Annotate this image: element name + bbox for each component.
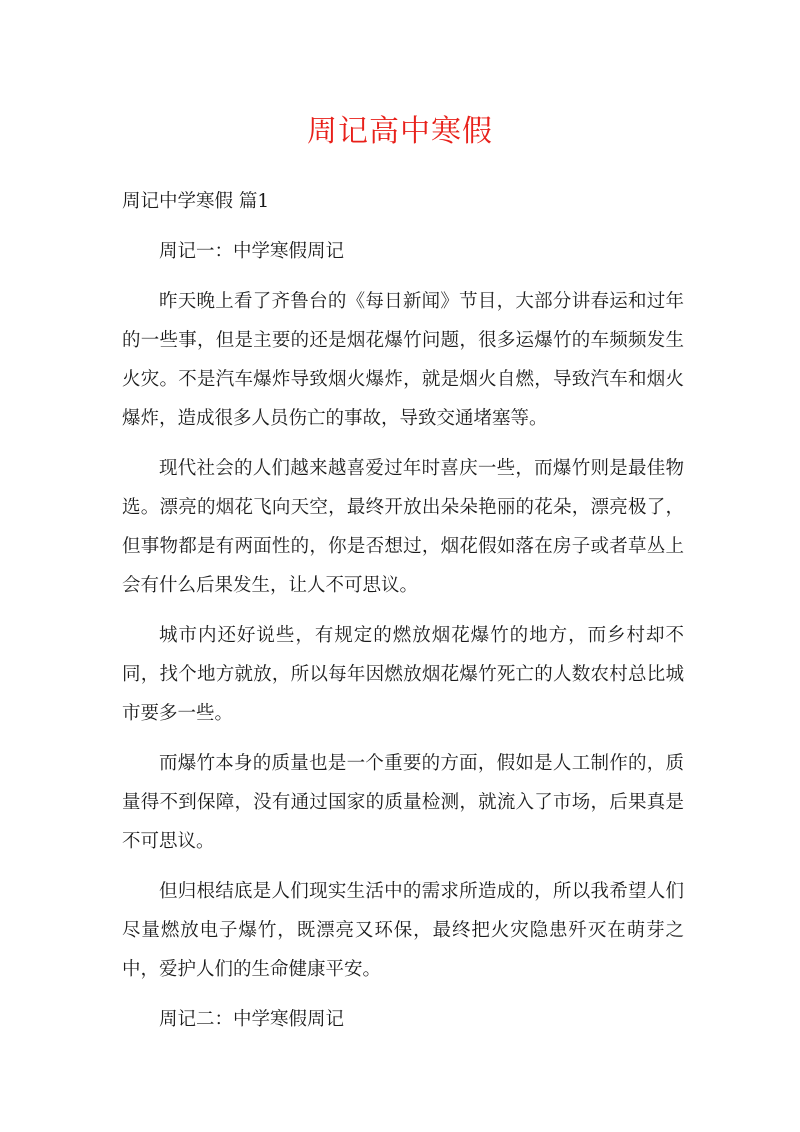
paragraph-2: 昨天晚上看了齐鲁台的《每日新闻》节目，大部分讲春运和过年的一些事，但是主要的还是烟花爆竹问题，很多运爆竹的车频频发生火灾。不是汽车爆炸导致烟火爆炸，就是烟火自燃，导致汽车和烟火爆炸，造成很多人员伤亡的事故，导致交通堵塞等。 [122, 291, 684, 429]
paragraph-3: 现代社会的人们越来越喜爱过年时喜庆一些，而爆竹则是最佳物选。漂亮的烟花飞向天空，最终开放出朵朵艳丽的花朵，漂亮极了，但事物都是有两面性的，你是否想过，烟花假如落在房子或者草丛上会有什么后果发生，让人不可思议。 [122, 458, 684, 596]
document-body [122, 182, 684, 1050]
paragraph-4: 城市内还好说些，有规定的燃放烟花爆竹的地方，而乡村却不同，找个地方就放，所以每年因燃放烟花爆竹死亡的人数农村总比城市要多一些。 [122, 625, 684, 724]
paragraph-1: 周记一：中学寒假周记 [159, 241, 345, 262]
paragraph-7: 周记二：中学寒假周记 [159, 1009, 345, 1030]
section-heading: 周记中学寒假 篇1 [122, 191, 270, 212]
page-title: 周记高中寒假 [307, 114, 493, 149]
paragraph-5: 而爆竹本身的质量也是一个重要的方面，假如是人工制作的，质量得不到保障，没有通过国家的质量检测，就流入了市场，后果真是不可思议。 [122, 753, 684, 852]
paragraph-6: 但归根结底是人们现实生活中的需求所造成的，所以我希望人们尽量燃放电子爆竹，既漂亮又环保，最终把火灾隐患歼灭在萌芽之中，爱护人们的生命健康平安。 [122, 881, 684, 980]
